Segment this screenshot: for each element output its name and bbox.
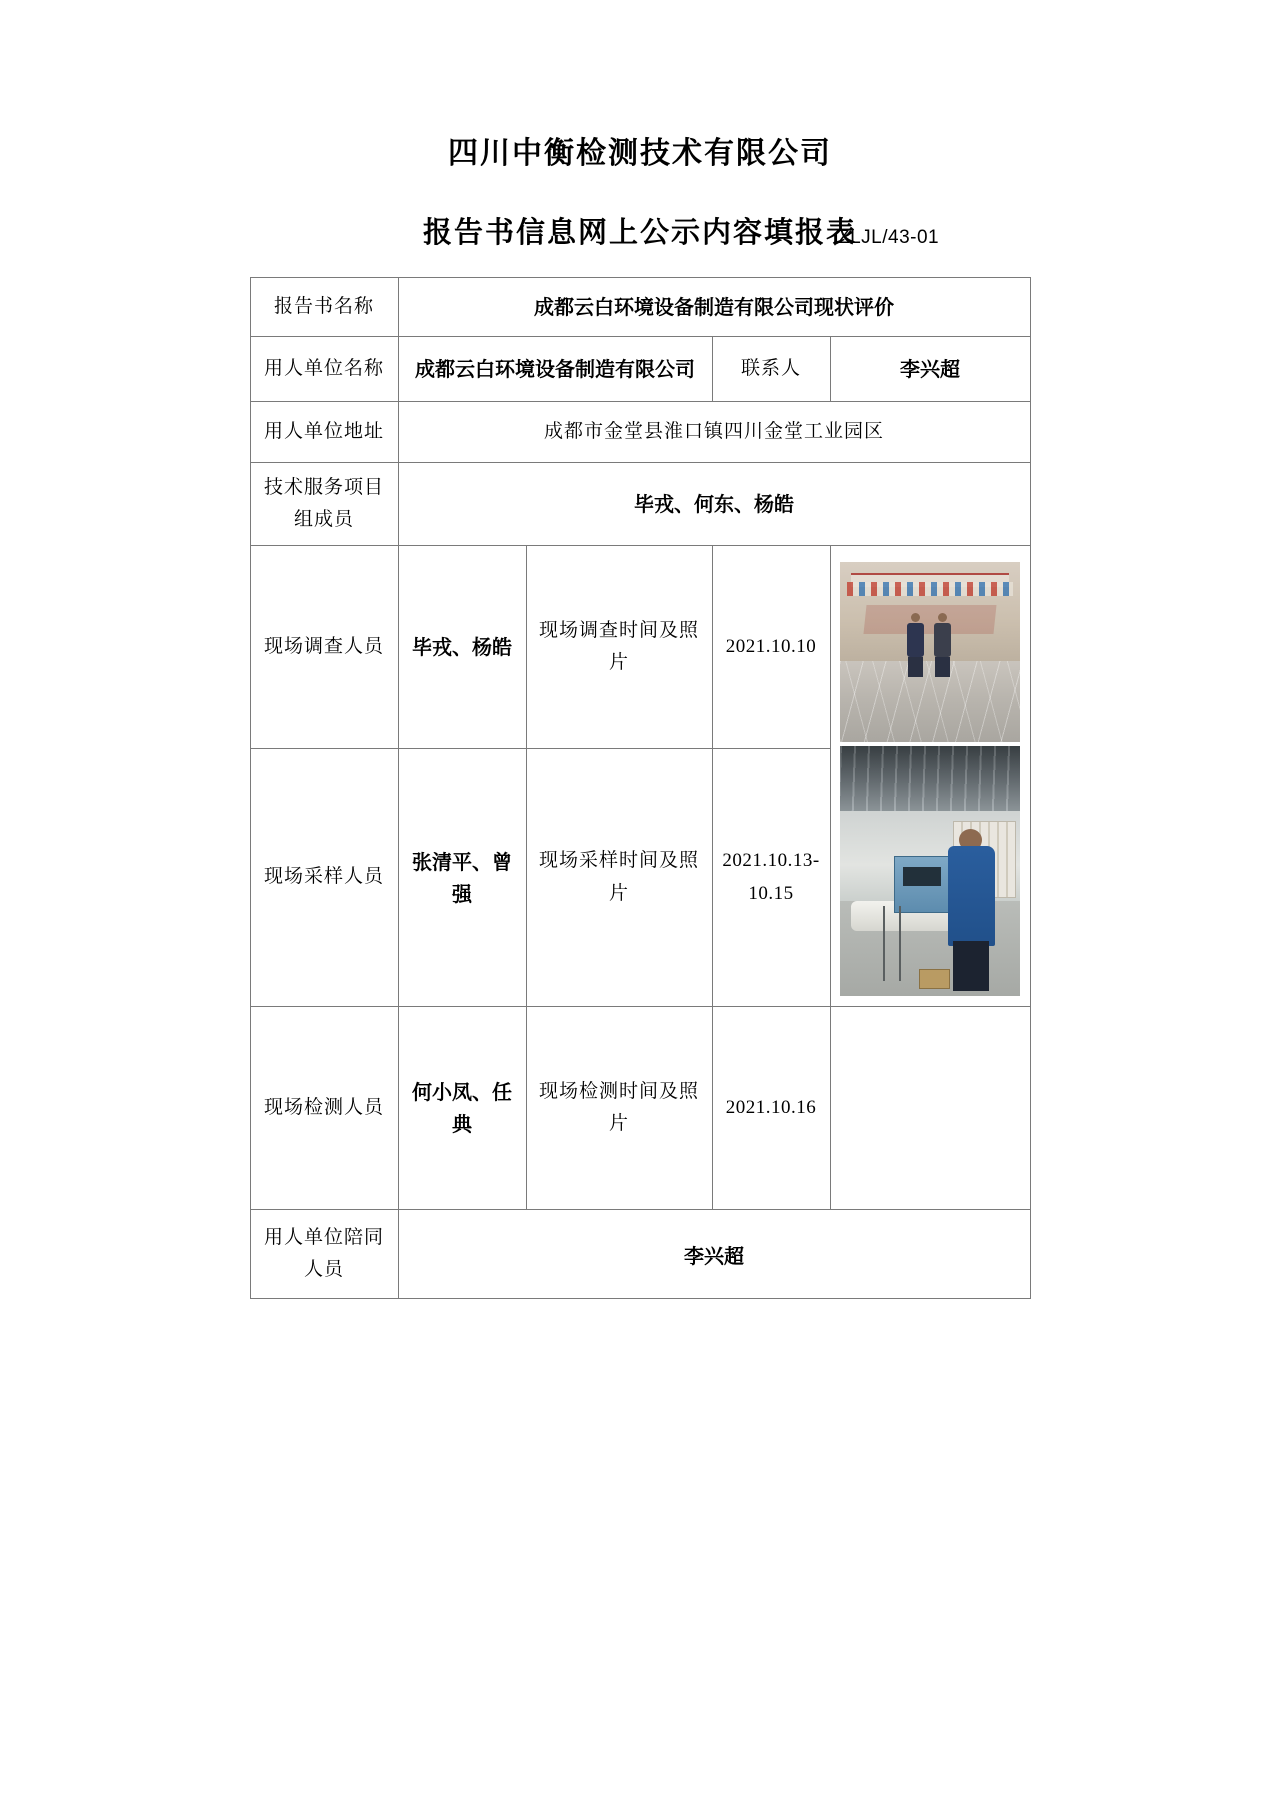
form-title: 报告书信息网上公示内容填报表 bbox=[422, 215, 857, 249]
site-sampling-label: 现场采样人员 bbox=[250, 749, 398, 1007]
form-title-row bbox=[0, 210, 1280, 251]
site-testing-persons: 何小凤、任典 bbox=[398, 1007, 526, 1210]
photo-equipment-box bbox=[919, 969, 950, 989]
site-survey-time-label: 现场调查时间及照片 bbox=[526, 546, 712, 749]
employer-name-label: 用人单位名称 bbox=[250, 337, 398, 402]
site-sampling-time-label: 现场采样时间及照片 bbox=[526, 749, 712, 1007]
site-testing-label: 现场检测人员 bbox=[250, 1007, 398, 1210]
table-row-employer-name bbox=[250, 337, 1030, 402]
public-disclosure-table bbox=[250, 277, 1031, 1299]
site-survey-photo bbox=[840, 562, 1020, 742]
site-sampling-persons: 张清平、曾强 bbox=[398, 749, 526, 1007]
photo-worker-legs bbox=[953, 941, 989, 991]
escort-value: 李兴超 bbox=[398, 1210, 1030, 1299]
photo-tripod-leg-right bbox=[899, 906, 901, 981]
employer-address-value: 成都市金堂县淮口镇四川金堂工业园区 bbox=[398, 402, 1030, 463]
photo-wall-text bbox=[864, 605, 997, 634]
table-row-report-name bbox=[250, 278, 1030, 337]
photo-flags bbox=[847, 582, 1013, 596]
site-sampling-date: 2021.10.13-10.15 bbox=[712, 749, 830, 1007]
form-code: ZLJL/43-01 bbox=[838, 227, 940, 248]
site-sampling-photo bbox=[840, 746, 1020, 996]
site-survey-date: 2021.10.10 bbox=[712, 546, 830, 749]
document-header bbox=[0, 0, 1280, 251]
employer-address-label: 用人单位地址 bbox=[250, 402, 398, 463]
report-name-label: 报告书名称 bbox=[250, 278, 398, 337]
table-row-employer-address bbox=[250, 402, 1030, 463]
site-testing-time-label: 现场检测时间及照片 bbox=[526, 1007, 712, 1210]
escort-label: 用人单位陪同人员 bbox=[250, 1210, 398, 1299]
contact-person-value: 李兴超 bbox=[830, 337, 1030, 402]
team-members-value: 毕戎、何东、杨皓 bbox=[398, 463, 1030, 546]
team-members-label: 技术服务项目组成员 bbox=[250, 463, 398, 546]
table-row-site-survey bbox=[250, 546, 1030, 749]
table-row-site-testing bbox=[250, 1007, 1030, 1210]
site-testing-date: 2021.10.16 bbox=[712, 1007, 830, 1210]
site-photos-cell bbox=[830, 546, 1030, 1007]
contact-person-label: 联系人 bbox=[712, 337, 830, 402]
photo-tripod-leg-left bbox=[883, 906, 885, 981]
company-title: 四川中衡检测技术有限公司 bbox=[448, 136, 832, 171]
table-row-team-members bbox=[250, 463, 1030, 546]
photo-sampling-device bbox=[894, 856, 950, 913]
site-survey-persons: 毕戎、杨皓 bbox=[398, 546, 526, 749]
photo-person-left bbox=[907, 613, 924, 677]
site-survey-label: 现场调查人员 bbox=[250, 546, 398, 749]
report-name-value: 成都云白环境设备制造有限公司现状评价 bbox=[398, 278, 1030, 337]
site-testing-photo-cell bbox=[830, 1007, 1030, 1210]
photo-person-right bbox=[934, 613, 951, 677]
photo-worker-body bbox=[948, 846, 995, 946]
employer-name-value: 成都云白环境设备制造有限公司 bbox=[398, 337, 712, 402]
photo-roof bbox=[840, 746, 1020, 811]
table-row-escort bbox=[250, 1210, 1030, 1299]
photo-floor bbox=[840, 661, 1020, 742]
